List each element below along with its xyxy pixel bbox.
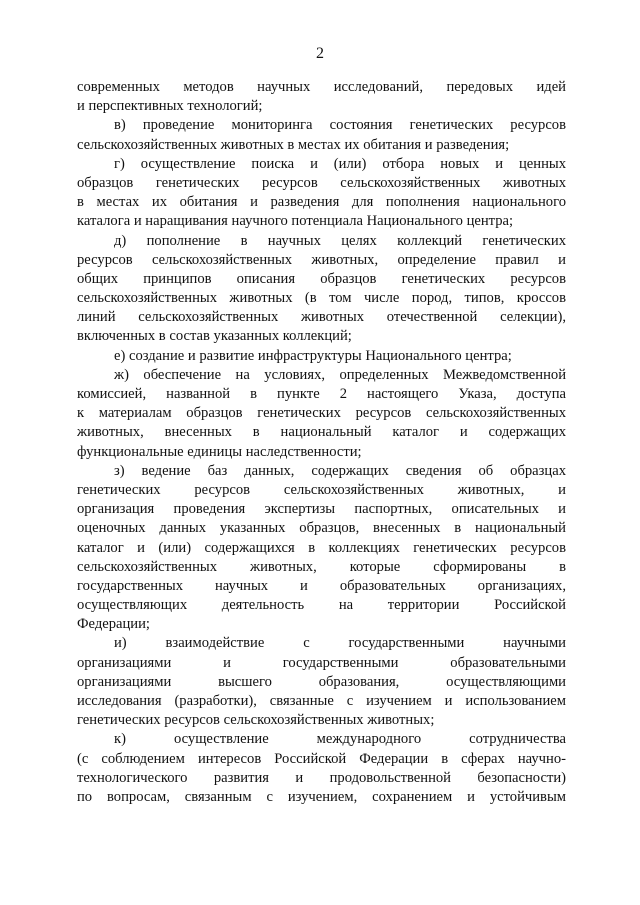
text-line: линий сельскохозяйственных животных отечественной селекции), [77, 309, 566, 326]
text-line: з) ведение баз данных, содержащих сведения об образцах [114, 462, 566, 479]
text-line: ресурсов сельскохозяйственных животных, определение правил и [77, 251, 566, 268]
text-line: е) создание и развитие инфраструктуры Национального центра; [114, 347, 512, 364]
paragraph [77, 462, 566, 635]
text-line: в местах их обитания и разведения для пополнения национального [77, 194, 566, 211]
document-body [77, 78, 566, 807]
text-line: каталог и (или) содержащихся в коллекциях генетических ресурсов [77, 539, 566, 556]
text-line: комиссией, названной в пункте 2 настоящего Указа, доступа [77, 386, 566, 402]
text-line: современных методов научных исследований, передовых идей [77, 79, 566, 95]
text-line: г) осуществление поиска и (или) отбора новых и ценных [114, 155, 566, 172]
text-line: к материалам образцов генетических ресурсов сельскохозяйственных [77, 405, 566, 422]
paragraph [77, 366, 566, 462]
text-line: по вопросам, связанным с изучением, сохранением и устойчивым [77, 788, 566, 805]
paragraph [77, 634, 566, 730]
text-line: сельскохозяйственных животных в местах их обитания и разведения; [77, 136, 510, 153]
text-line: и перспективных технологий; [77, 98, 263, 115]
text-line: организациями и государственными образовательными [77, 654, 566, 671]
text-line: каталога и наращивания научного потенциала Национального центра; [77, 213, 514, 230]
text-line: в) проведение мониторинга состояния генетических ресурсов [114, 117, 566, 134]
paragraph [77, 78, 566, 116]
text-line: сельскохозяйственных животных (в том числе пород, типов, кроссов [77, 290, 566, 307]
paragraph [77, 730, 566, 807]
text-line: включенных в состав указанных коллекций; [77, 328, 352, 345]
text-line: к) осуществление международного сотрудничества [114, 731, 566, 748]
paragraph [77, 116, 566, 154]
text-line: образцов генетических ресурсов сельскохозяйственных животных [77, 174, 566, 191]
paragraph [77, 155, 566, 232]
text-line: д) пополнение в научных целях коллекций генетических [114, 232, 566, 249]
page-number: 2 [316, 45, 324, 62]
text-line: генетических ресурсов сельскохозяйственных животных; [77, 712, 435, 729]
text-line: исследования (разработки), связанные с изучением и использованием [77, 693, 566, 709]
text-line: осуществляющих деятельность на территории Российской [77, 597, 566, 614]
text-line: животных, внесенных в национальный каталог и содержащих [77, 424, 566, 441]
text-line: (с соблюдением интересов Российской Федерации в сферах научно- [77, 750, 566, 767]
paragraph [77, 232, 566, 347]
text-line: технологического развития и продовольственной безопасности) [77, 769, 566, 786]
text-line: генетических ресурсов сельскохозяйственных животных, и [77, 481, 566, 498]
text-line: сельскохозяйственных животных, которые сформированы в [77, 558, 566, 575]
paragraph [77, 347, 566, 366]
text-line: организация проведения экспертизы паспортных, описательных и [77, 501, 566, 518]
text-line: оценочных данных указанных образцов, внесенных в национальный [77, 520, 566, 537]
text-line: функциональные единицы наследственности; [77, 443, 362, 460]
text-line: организациями высшего образования, осуществляющими [77, 673, 566, 690]
text-line: ж) обеспечение на условиях, определенных Межведомственной [114, 366, 566, 383]
text-line: Федерации; [77, 616, 150, 633]
text-line: общих принципов описания образцов генетических ресурсов [77, 270, 566, 287]
text-line: государственных научных и образовательных организациях, [77, 577, 566, 594]
text-line: и) взаимодействие с государственными научными [114, 635, 566, 652]
